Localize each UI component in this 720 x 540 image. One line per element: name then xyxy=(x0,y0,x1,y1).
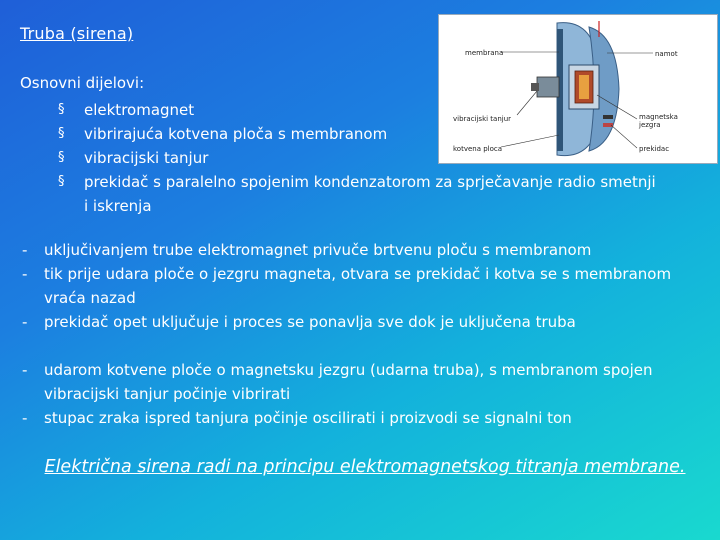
parts-heading: Osnovni dijelovi: xyxy=(20,74,145,92)
process-text: prekidač opet uključuje i proces se ponavlja sve dok je uključena truba xyxy=(44,313,576,331)
horn-diagram-svg xyxy=(439,15,717,163)
bullet-marker: § xyxy=(58,150,65,165)
part-label: vibrirajuća kotvena ploča s membranom xyxy=(84,125,388,143)
process-text: stupac zraka ispred tanjura počinje oscilirati i proizvodi se signalni ton xyxy=(44,409,572,427)
diagram-label-prekidac: prekidac xyxy=(639,145,670,153)
diagram-label-jezgra: jezgra xyxy=(639,121,661,129)
process-text: tik prije udara ploče o jezgru magneta, otvara se prekidač i kotva se s membranom vraća nazad xyxy=(44,265,672,307)
diagram-label-magnetska: magnetska xyxy=(639,113,678,121)
diagram-label-membrana: membrana xyxy=(465,49,504,57)
bullet-marker: § xyxy=(58,174,65,189)
conclusion-text: Električna sirena radi na principu elektromagnetskog titranja membrane. xyxy=(44,457,686,477)
diagram-label-kotvena-ploca: kotvena ploca xyxy=(453,145,503,153)
dash-marker: - xyxy=(22,313,28,331)
list-item xyxy=(22,238,682,262)
part-label: elektromagnet xyxy=(84,101,195,119)
bullet-marker: § xyxy=(58,102,65,117)
dash-marker: - xyxy=(22,265,28,283)
process-text: uključivanjem trube elektromagnet privuče brtvenu ploču s membranom xyxy=(44,241,592,259)
slide-title: Truba (sirena) xyxy=(20,24,134,43)
process-list-2 xyxy=(22,358,682,430)
dash-marker: - xyxy=(22,241,28,259)
part-label: prekidač s paralelno spojenim kondenzatorom za sprječavanje radio smetnji i iskrenja xyxy=(84,173,656,215)
diagram-label-vibracijski-tanjur: vibracijski tanjur xyxy=(453,115,512,123)
list-item xyxy=(22,406,682,430)
list-item xyxy=(22,358,682,406)
horn-diagram xyxy=(438,14,718,164)
process-text: udarom kotvene ploče o magnetsku jezgru (udarna truba), s membranom spojen vibracijski tanjur počinje vibrirati xyxy=(44,361,653,403)
dash-marker: - xyxy=(22,409,28,427)
process-list-1 xyxy=(22,238,682,334)
list-item xyxy=(58,170,658,218)
diagram-label-namot: namot xyxy=(655,50,678,58)
list-item xyxy=(22,310,682,334)
part-label: vibracijski tanjur xyxy=(84,149,209,167)
dash-marker: - xyxy=(22,361,28,379)
list-item xyxy=(22,262,682,310)
bullet-marker: § xyxy=(58,126,65,141)
